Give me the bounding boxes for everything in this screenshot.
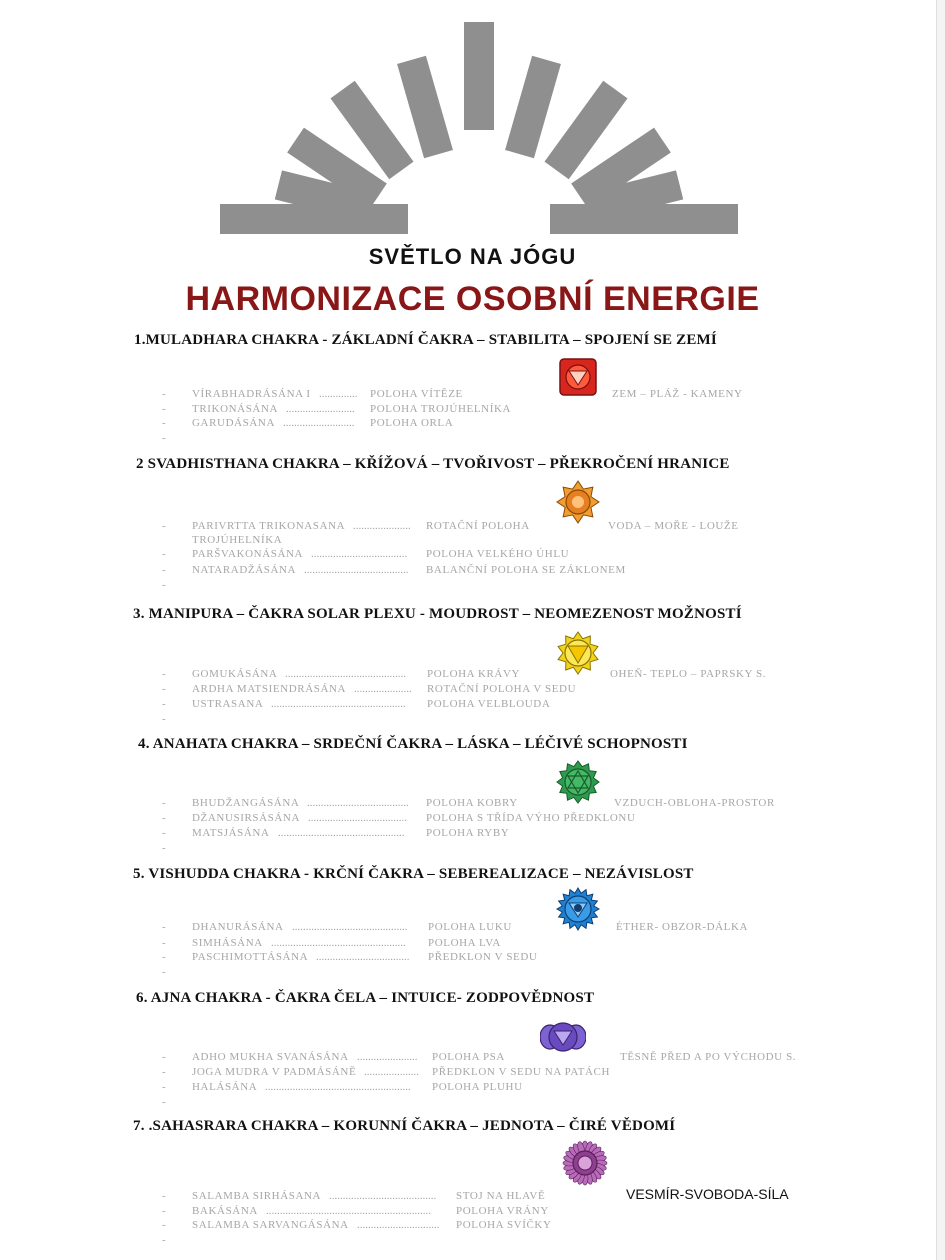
pose-meaning: POLOHA LVA [428,937,501,949]
pose-row [162,1219,602,1233]
pose-row [162,1066,610,1080]
pose-row [162,797,602,811]
pose-row [162,812,636,826]
pose-meaning: STOJ NA HLAVĚ [456,1190,546,1202]
pose-row [162,388,602,402]
pose-meaning: POLOHA S TŘÍDA VÝHO PŘEDKLONU [426,812,636,824]
sunburst-logo [210,10,750,245]
dot-leader: .................... [364,1066,419,1078]
chakra-element: OHEŇ- TEPLO – PAPRSKY S. [610,668,767,680]
bullet-dash: - [162,403,167,415]
pose-meaning: POLOHA VELKÉHO ÚHLU [426,548,570,560]
bullet-dash: - [162,1234,166,1246]
bullet-dash: - [162,937,167,949]
page-title: HARMONIZACE OSOBNÍ ENERGIE [185,280,760,318]
pose-meaning: ROTAČNÍ POLOHA V SEDU [427,683,577,695]
dot-leader: ................................... [311,548,408,560]
dot-leader: ................................................. [271,698,406,710]
chakra-element: ZEM – PLÁŽ - KAMENY [612,388,743,400]
bullet-dash: - [162,1219,167,1231]
crown-chakra-icon [562,1140,608,1186]
pose-meaning: POLOHA PSA [432,1051,505,1063]
dot-leader: .............. [319,388,358,400]
bullet-dash: - [162,1051,167,1063]
chakra-heading: 1.MULADHARA CHAKRA - ZÁKLADNÍ ČAKRA – STABILITA – SPOJENÍ SE ZEMÍ [134,332,717,348]
subtitle: SVĚTLO NA JÓGU [368,244,577,269]
pose-name: DHANURÁSÁNA [192,921,284,933]
pose-meaning: POLOHA VÍTĚZE [370,388,463,400]
bullet-dash: - [162,683,167,695]
bullet-dash: - [162,388,167,400]
dot-leader: ...................................... [304,564,409,576]
pose-row [162,1051,602,1065]
pose-row [162,417,602,431]
sacral-chakra-icon [555,479,601,525]
pose-meaning: POLOHA LUKU [428,921,512,933]
pose-name: HALÁSÁNA [192,1081,258,1093]
bullet-dash: - [162,1096,166,1108]
bullet-dash: - [162,1190,167,1202]
pose-meaning: POLOHA TROJÚHELNÍKA [370,403,512,415]
pose-meaning: POLOHA SVÍČKY [456,1219,552,1231]
bullet-dash: - [162,713,166,725]
pose-meaning: POLOHA RYBY [426,827,510,839]
dot-leader: ................................................. [271,937,406,949]
chakra-heading: 4. ANAHATA CHAKRA – SRDEČNÍ ČAKRA – LÁSKA – LÉČIVÉ SCHOPNOSTI [138,736,688,752]
chakra-heading: 6. AJNA CHAKRA - ČAKRA ČELA – INTUICE- ZODPOVĚDNOST [136,990,595,1006]
bullet-dash: - [162,668,167,680]
pose-name: VÍRABHADRÁSÁNA I [192,388,311,400]
pose-row [162,1190,602,1204]
pose-meaning: POLOHA ORLA [370,417,454,429]
pose-meaning: POLOHA KRÁVY [427,668,521,680]
dot-leader: ..................... [354,683,412,695]
bullet-dash: - [162,812,167,824]
pose-meaning: PŘEDKLON V SEDU NA PATÁCH [432,1066,610,1078]
page-edge [936,0,945,1260]
pose-name: BAKÁSÁNA [192,1205,258,1217]
chakra-element: VZDUCH-OBLOHA-PROSTOR [614,797,775,809]
bullet-dash: - [162,966,166,978]
pose-name: PARŠVAKONÁSÁNA [192,548,304,560]
pose-row [162,520,602,534]
bullet-dash: - [162,1081,167,1093]
dot-leader: ....................................... [329,1190,437,1202]
dot-leader: ............................................ [285,668,406,680]
pose-name: GARUDÁSÁNA [192,417,276,429]
pose-row [162,564,626,578]
pose-name: SALAMBA SARVANGÁSÁNA [192,1219,349,1231]
pose-row [162,937,602,951]
bullet-dash: - [162,579,166,591]
chakra-element: VESMÍR-SVOBODA-SÍLA [626,1186,789,1202]
bullet-dash: - [162,1205,167,1217]
pose-row [162,683,602,697]
dot-leader: .......................................... [292,921,408,933]
chakra-element: ÉTHER- OBZOR-DÁLKA [616,921,749,933]
chakra-heading: 5. VISHUDDA CHAKRA - KRČNÍ ČAKRA – SEBEREALIZACE – NEZÁVISLOST [133,866,694,882]
pose-meaning: POLOHA PLUHU [432,1081,523,1093]
bullet-dash: - [162,797,167,809]
chakra-element: VODA – MOŘE - LOUŽE [608,520,739,532]
pose-name: BHUDŽANGÁSÁNA [192,797,300,809]
pose-name: SALAMBA SIRHÁSANA [192,1190,322,1202]
chakra-heading: 3. MANIPURA – ČAKRA SOLAR PLEXU - MOUDROST – NEOMEZENOST MOŽNOSTÍ [133,606,742,622]
dot-leader: .................................... [308,812,407,824]
pose-meaning: POLOHA KOBRY [426,797,518,809]
pose-name: ARDHA MATSIENDRÁSÁNA [192,683,347,695]
pose-name: TRIKONÁSÁNA [192,403,279,415]
bullet-dash: - [162,432,166,444]
pose-name: MATSJÁSÁNA [192,827,270,839]
dot-leader: ..................................... [307,797,409,809]
dot-leader: ..................................................... [265,1081,411,1093]
pose-row [162,698,602,712]
chakra-element: TĚSNĚ PŘED A PO VÝCHODU S. [620,1051,797,1063]
pose-row [162,548,602,562]
bullet-dash: - [162,1066,167,1078]
pose-name: JOGA MUDRA V PADMÁSÁNĚ [192,1066,357,1078]
pose-name-continuation: TROJÚHELNÍKA [192,534,283,546]
dot-leader: ............................................................ [266,1205,431,1217]
pose-row [162,1205,602,1219]
chakra-heading: 7. .SAHASRARA CHAKRA – KORUNNÍ ČAKRA – JEDNOTA – ČIRÉ VĚDOMÍ [133,1118,676,1134]
bullet-dash: - [162,520,167,532]
dot-leader: ...................... [357,1051,418,1063]
pose-row [162,827,602,841]
pose-name: USTRASANA [192,698,264,710]
dot-leader: ......................... [286,403,355,415]
dot-leader: ..................... [353,520,411,532]
pose-meaning: PŘEDKLON V SEDU [428,951,538,963]
pose-row [162,403,602,417]
pose-name: ADHO MUKHA SVANÁSÁNA [192,1051,349,1063]
pose-row [162,921,602,935]
bullet-dash: - [162,417,167,429]
bullet-dash: - [162,827,167,839]
pose-name: SIMHÁSÁNA [192,937,263,949]
pose-meaning: POLOHA VRÁNY [456,1205,549,1217]
pose-name: PARIVRTTA TRIKONASANA [192,520,346,532]
chakra-heading: 2 SVADHISTHANA CHAKRA – KŘÍŽOVÁ – TVOŘIVOST – PŘEKROČENÍ HRANICE [136,456,730,472]
pose-row [162,1081,602,1095]
pose-name: GOMUKÁSÁNA [192,668,278,680]
pose-meaning: ROTAČNÍ POLOHA [426,520,530,532]
bullet-dash: - [162,951,167,963]
dot-leader: .......................... [283,417,355,429]
bullet-dash: - [162,842,166,854]
pose-row [162,951,602,965]
pose-name: DŽANUSIRSÁSÁNA [192,812,301,824]
pose-meaning: BALANČNÍ POLOHA SE ZÁKLONEM [426,564,626,576]
pose-name: PASCHIMOTTÁSÁNA [192,951,309,963]
pose-name: NATARADŽÁSÁNA [192,564,297,576]
dot-leader: .................................. [316,951,410,963]
bullet-dash: - [162,564,167,576]
dot-leader: .............................. [357,1219,440,1231]
pose-meaning: POLOHA VELBLOUDA [427,698,551,710]
dot-leader: .............................................. [278,827,405,839]
bullet-dash: - [162,698,167,710]
bullet-dash: - [162,921,167,933]
pose-row [162,668,602,682]
bullet-dash: - [162,548,167,560]
